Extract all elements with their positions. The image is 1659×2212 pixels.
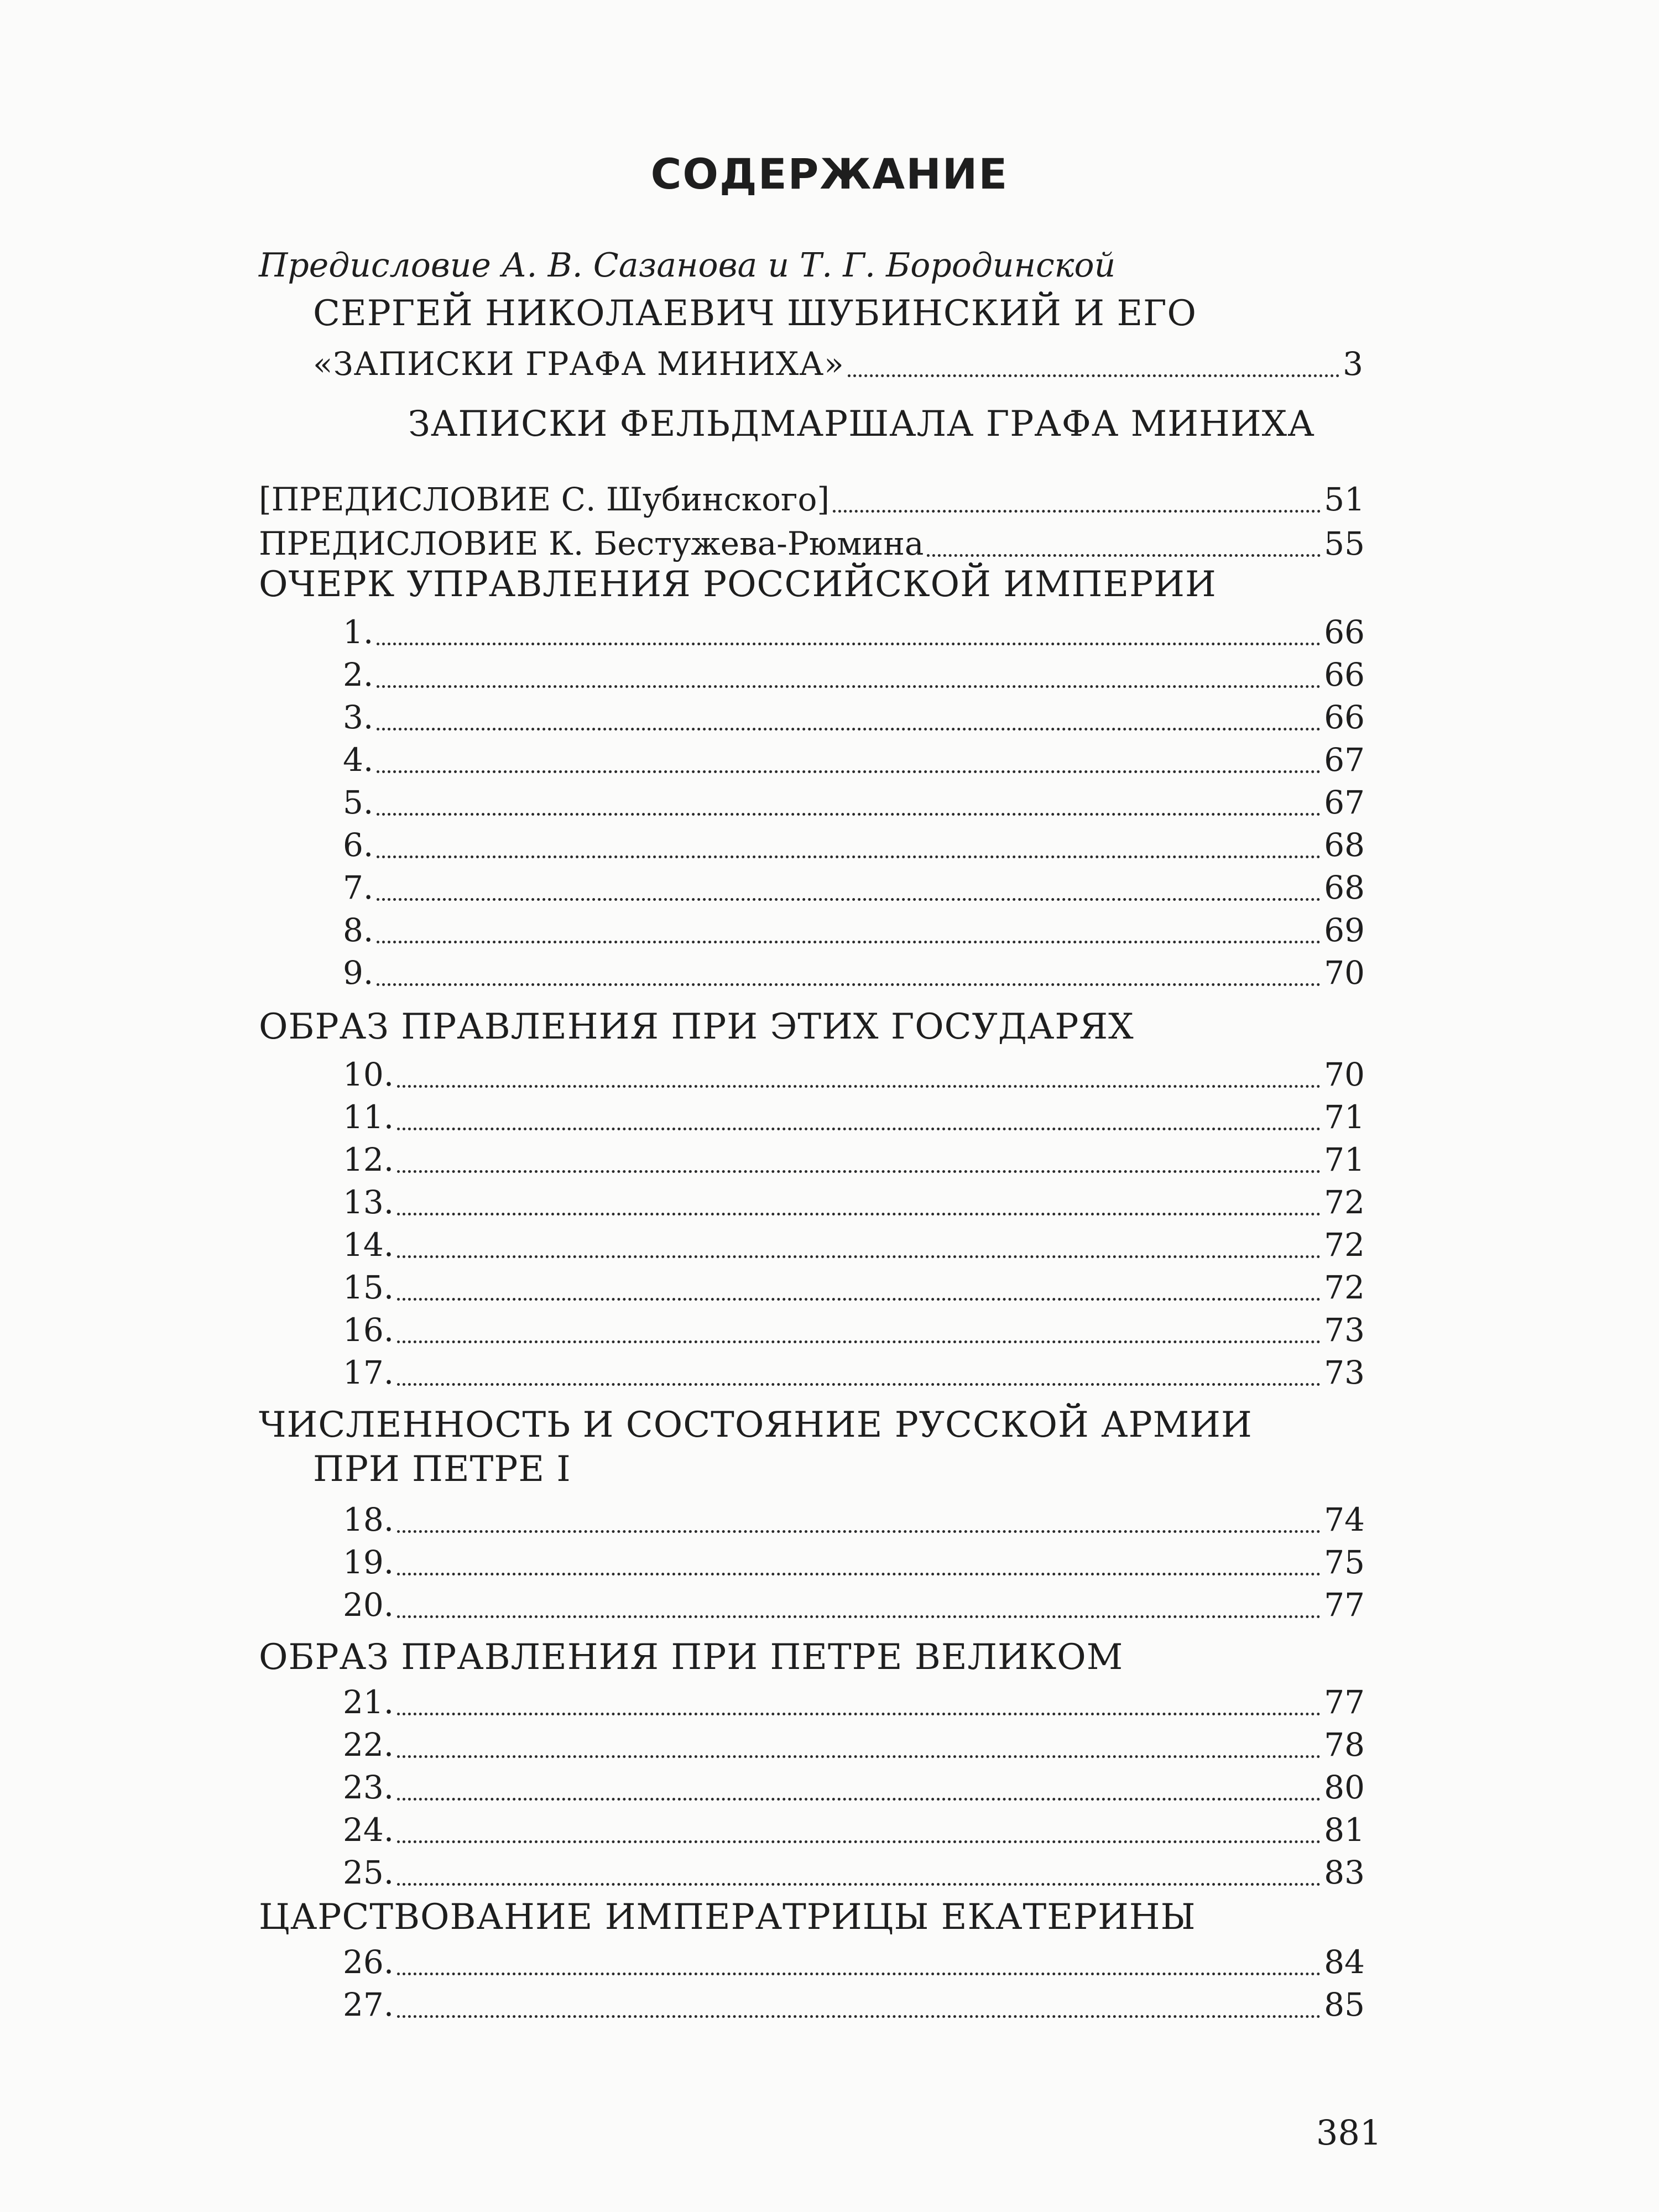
toc-entry	[343, 781, 1365, 823]
main-heading: ЗАПИСКИ ФЕЛЬДМАРШАЛА ГРАФА МИНИХА	[408, 404, 1315, 445]
toc-entry	[343, 1809, 1365, 1851]
page-number: 51	[1324, 481, 1365, 518]
leader-dots	[377, 898, 1321, 901]
entry-number: 15.	[343, 1269, 394, 1306]
leader-dots	[397, 1340, 1321, 1343]
leader-dots	[377, 643, 1321, 645]
page-number: 68	[1324, 869, 1365, 906]
section-heading: ЦАРСТВОВАНИЕ ИМПЕРАТРИЦЫ ЕКАТЕРИНЫ	[259, 1897, 1196, 1938]
leader-dots	[397, 1170, 1321, 1173]
page-title: СОДЕРЖАНИЕ	[650, 149, 1009, 199]
entry-number: 5.	[343, 784, 374, 821]
toc-entry	[343, 654, 1365, 696]
entry-number: 14.	[343, 1226, 394, 1264]
entry-number: 18.	[343, 1501, 394, 1538]
entry-number: 19.	[343, 1543, 394, 1581]
section-heading: ОБРАЗ ПРАВЛЕНИЯ ПРИ ПЕТРЕ ВЕЛИКОМ	[259, 1637, 1124, 1678]
page-number: 72	[1324, 1226, 1365, 1264]
page-number: 75	[1324, 1543, 1365, 1581]
entry-number: 3.	[343, 698, 374, 736]
toc-entry	[343, 1352, 1365, 1394]
entry-number: 11.	[343, 1098, 394, 1136]
entry-number: 4.	[343, 741, 374, 779]
toc-entry	[343, 1266, 1365, 1308]
toc-entry	[343, 1309, 1365, 1351]
page-number: 67	[1324, 784, 1365, 821]
page-number: 70	[1324, 954, 1365, 992]
leader-dots	[377, 983, 1321, 986]
entry-number: 27.	[343, 1986, 394, 2023]
page-number: 73	[1324, 1354, 1365, 1391]
page-number: 80	[1324, 1768, 1365, 1806]
entry-label: [ПРЕДИСЛОВИЕ С. Шубинского]	[259, 481, 830, 518]
entry-number: 16.	[343, 1311, 394, 1349]
page-number: 67	[1324, 741, 1365, 779]
toc-entry	[343, 1224, 1365, 1266]
entry-number: 20.	[343, 1586, 394, 1624]
section-heading: ОБРАЗ ПРАВЛЕНИЯ ПРИ ЭТИХ ГОСУДАРЯХ	[259, 1006, 1134, 1047]
page-number: 55	[1324, 525, 1365, 562]
page-number: 71	[1324, 1098, 1365, 1136]
page-number: 85	[1324, 1986, 1365, 2023]
leader-dots	[397, 1255, 1321, 1258]
toc-entry	[343, 611, 1365, 653]
preface-author-line: Предисловие А. В. Сазанова и Т. Г. Бородинской	[259, 246, 1116, 285]
leader-dots	[377, 770, 1321, 773]
leader-dots	[397, 1128, 1321, 1130]
toc-entry	[343, 952, 1365, 994]
entry-number: 13.	[343, 1183, 394, 1221]
leader-dots	[397, 1615, 1321, 1618]
page-folio: 381	[1316, 2112, 1382, 2153]
section-heading: ОЧЕРК УПРАВЛЕНИЯ РОССИЙСКОЙ ИМПЕРИИ	[259, 564, 1217, 605]
page-number: 72	[1324, 1269, 1365, 1306]
leader-dots	[397, 1530, 1321, 1533]
leader-dots	[833, 510, 1321, 513]
page-number: 66	[1324, 698, 1365, 736]
page-number: 77	[1324, 1683, 1365, 1721]
entry-number: 6.	[343, 826, 374, 864]
leader-dots	[397, 1298, 1321, 1301]
entry-number: 22.	[343, 1726, 394, 1764]
page-number: 81	[1324, 1811, 1365, 1849]
leader-dots	[377, 941, 1321, 943]
leader-dots	[377, 685, 1321, 688]
leader-dots	[397, 2015, 1321, 2018]
toc-entry	[343, 696, 1365, 738]
entry-number: 25.	[343, 1854, 394, 1891]
page-number: 72	[1324, 1183, 1365, 1221]
toc-entry	[343, 1499, 1365, 1541]
leader-dots	[377, 813, 1321, 816]
entry-number: 9.	[343, 954, 374, 992]
article-title-line-1: СЕРГЕЙ НИКОЛАЕВИЧ ШУБИНСКИЙ И ЕГО	[313, 293, 1197, 334]
toc-entry	[343, 1724, 1365, 1766]
page-number: 73	[1324, 1311, 1365, 1349]
page-number: 70	[1324, 1056, 1365, 1093]
entry-number: 23.	[343, 1768, 394, 1806]
toc-entry	[343, 1766, 1365, 1808]
entry-number: 7.	[343, 869, 374, 906]
toc-entry	[259, 478, 1365, 520]
entry-number: 17.	[343, 1354, 394, 1391]
leader-dots	[397, 1383, 1321, 1386]
page-number: 77	[1324, 1586, 1365, 1624]
entry-number: 10.	[343, 1056, 394, 1093]
toc-entry	[343, 1181, 1365, 1223]
page-number: 66	[1324, 613, 1365, 651]
leader-dots	[397, 1573, 1321, 1575]
section-heading-continued: ПРИ ПЕТРЕ I	[313, 1449, 571, 1490]
leader-dots	[927, 554, 1321, 557]
toc-entry	[343, 909, 1365, 951]
toc-entry	[259, 523, 1365, 565]
page-number: 74	[1324, 1501, 1365, 1538]
leader-dots	[397, 1883, 1321, 1886]
entry-number: 1.	[343, 613, 374, 651]
page-number: 66	[1324, 656, 1365, 693]
entry-number: 8.	[343, 911, 374, 949]
leader-dots	[377, 728, 1321, 731]
leader-dots	[397, 1798, 1321, 1801]
entry-number: 24.	[343, 1811, 394, 1849]
entry-number: 26.	[343, 1943, 394, 1981]
toc-entry	[343, 1584, 1365, 1626]
toc-entry	[343, 1984, 1365, 2026]
page-number: 68	[1324, 826, 1365, 864]
toc-entry	[343, 1139, 1365, 1181]
page-number: 83	[1324, 1854, 1365, 1891]
entry-number: 21.	[343, 1683, 394, 1721]
leader-dots	[397, 1713, 1321, 1715]
page-number: 69	[1324, 911, 1365, 949]
leader-dots	[397, 1973, 1321, 1975]
page-number: 3	[1343, 345, 1364, 383]
toc-entry	[343, 739, 1365, 781]
entry-number: 2.	[343, 656, 374, 693]
toc-entry	[343, 1941, 1365, 1983]
entry-label: ПРЕДИСЛОВИЕ К. Бестужева-Рюмина	[259, 525, 924, 562]
leader-dots	[397, 1085, 1321, 1088]
entry-number: 12.	[343, 1141, 394, 1178]
article-title-line-2: «ЗАПИСКИ ГРАФА МИНИХА»	[313, 345, 844, 383]
toc-entry	[343, 1096, 1365, 1138]
toc-entry	[343, 867, 1365, 909]
page-number: 78	[1324, 1726, 1365, 1764]
toc-entry	[343, 1681, 1365, 1723]
toc-entry	[343, 1053, 1365, 1095]
leader-dots	[397, 1755, 1321, 1758]
leader-dots	[848, 374, 1339, 377]
page-number: 84	[1324, 1943, 1365, 1981]
toc-entry	[343, 824, 1365, 866]
article-entry	[313, 343, 1364, 385]
toc-entry	[343, 1541, 1365, 1583]
page-number: 71	[1324, 1141, 1365, 1178]
leader-dots	[397, 1840, 1321, 1843]
leader-dots	[377, 855, 1321, 858]
leader-dots	[397, 1213, 1321, 1215]
section-heading: ЧИСЛЕННОСТЬ И СОСТОЯНИЕ РУССКОЙ АРМИИ	[259, 1405, 1253, 1446]
toc-entry	[343, 1851, 1365, 1893]
